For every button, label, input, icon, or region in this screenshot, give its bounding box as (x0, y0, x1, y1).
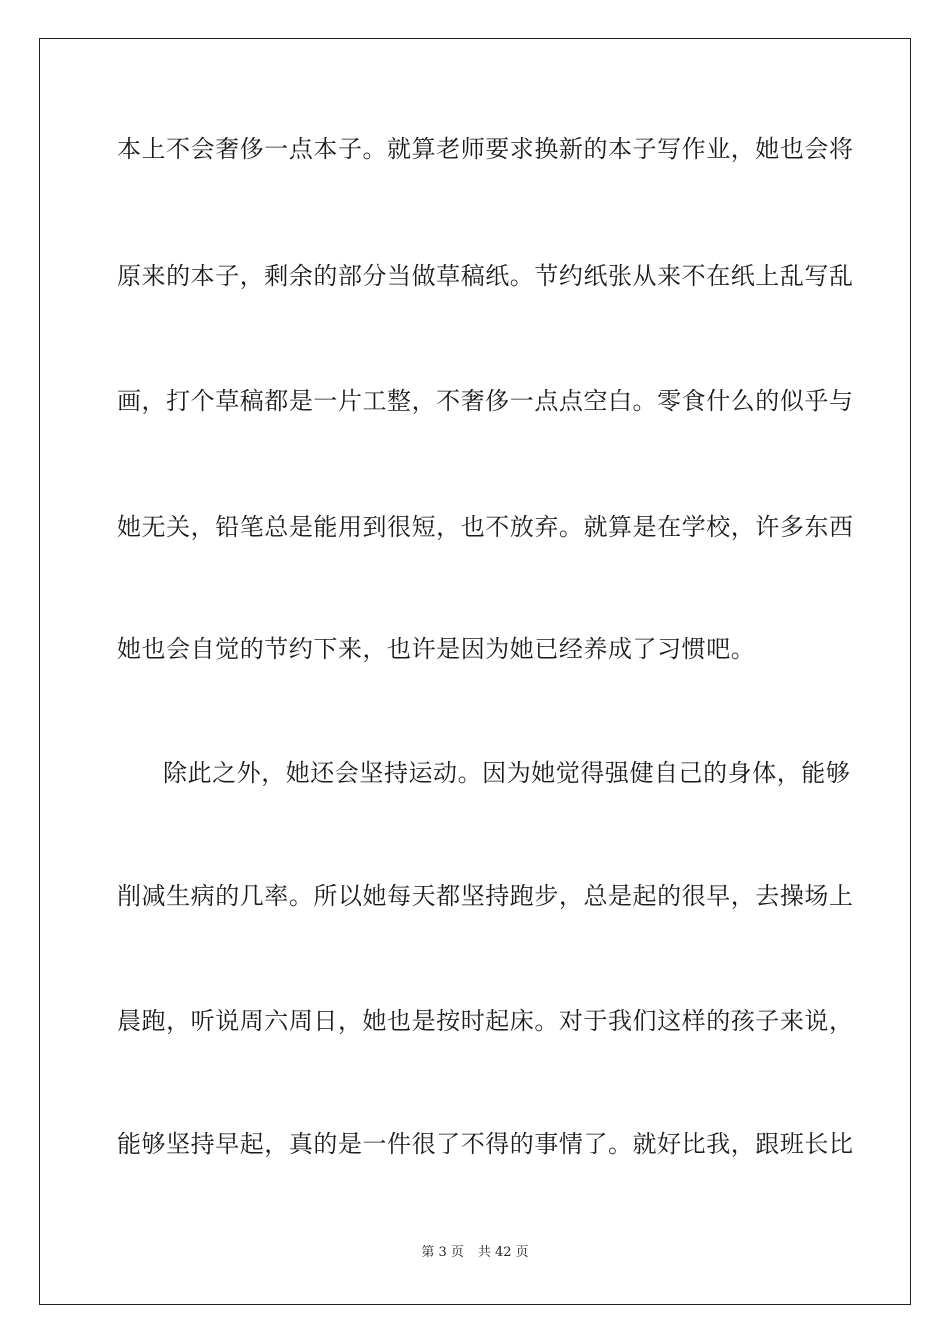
page-number: 第 3 页 (421, 1245, 464, 1260)
page-footer (0, 1244, 950, 1262)
text-line-1: 本上不会奢侈一点本子。就算老师要求换新的本子写作业，她也会将 (117, 135, 854, 163)
page-border (39, 38, 911, 1305)
text-line-2: 原来的本子，剩余的部分当做草稿纸。节约纸张从来不在纸上乱写乱 (117, 262, 854, 290)
text-line-9: 能够坚持早起，真的是一件很了不得的事情了。就好比我，跟班长比 (117, 1130, 854, 1158)
text-line-8: 晨跑，听说周六周日，她也是按时起床。对于我们这样的孩子来说， (117, 1007, 854, 1035)
text-line-3: 画，打个草稿都是一片工整，不奢侈一点点空白。零食什么的似乎与 (117, 387, 854, 415)
text-line-6: 除此之外，她还会坚持运动。因为她觉得强健自己的身体，能够 (163, 759, 851, 787)
text-line-5: 她也会自觉的节约下来，也许是因为她已经养成了习惯吧。 (117, 635, 756, 663)
text-line-4: 她无关，铅笔总是能用到很短，也不放弃。就算是在学校，许多东西 (117, 513, 854, 541)
text-line-7: 削减生病的几率。所以她每天都坚持跑步，总是起的很早，去操场上 (117, 882, 854, 910)
total-pages: 共 42 页 (477, 1245, 529, 1260)
